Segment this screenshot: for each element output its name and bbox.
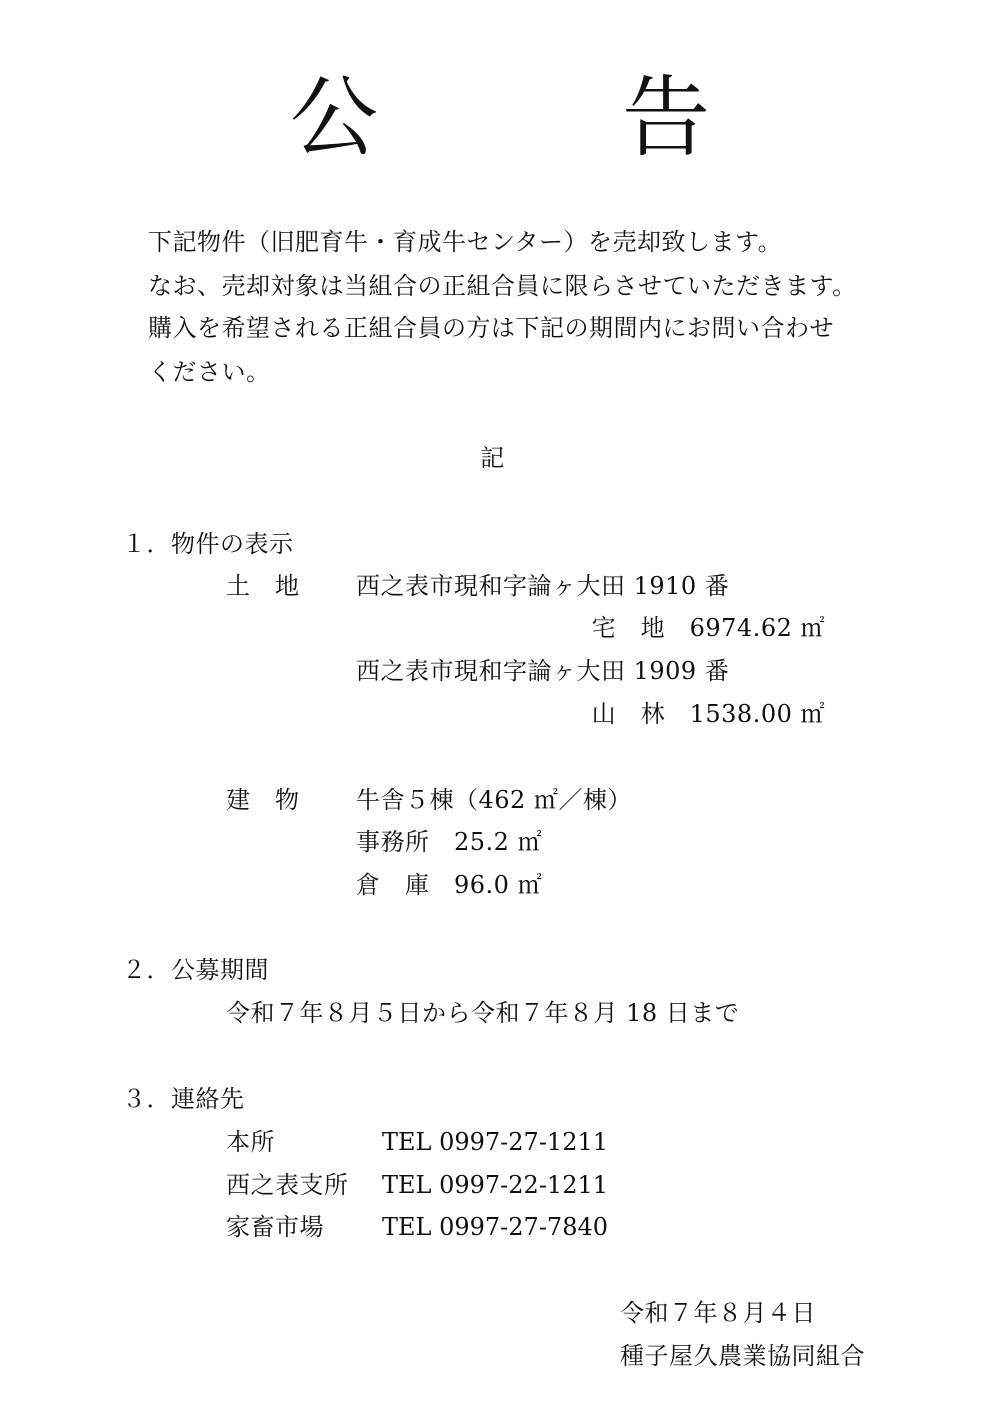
section-2-heading: ２．公募期間 — [122, 956, 269, 984]
section-3-heading: ３．連絡先 — [122, 1085, 245, 1113]
issue-date: 令和７年８月４日 — [620, 1299, 816, 1327]
contact-name: 家畜市場 — [226, 1213, 324, 1241]
intro-line-2: なお、売却対象は当組合の正組合員に限らさせていただきます。 — [148, 272, 857, 300]
contact-name: 西之表支所 — [226, 1171, 349, 1199]
building-label: 建 物 — [226, 786, 300, 814]
contact-tel: TEL 0997-27-1211 — [382, 1128, 609, 1156]
contact-tel: TEL 0997-27-7840 — [382, 1213, 609, 1241]
page-title: 公 告 — [289, 66, 788, 169]
building-item-1: 牛舎５棟（462 ㎡／棟） — [356, 786, 632, 814]
ki-heading: 記 — [480, 444, 505, 472]
contact-name: 本所 — [226, 1128, 275, 1156]
building-item-3: 倉 庫 96.0 ㎡ — [356, 871, 543, 899]
contact-tel: TEL 0997-22-1211 — [382, 1171, 609, 1199]
section-1-heading: １．物件の表示 — [122, 530, 294, 558]
application-period: 令和７年８月５日から令和７年８月 18 日まで — [226, 999, 740, 1027]
building-item-2: 事務所 25.2 ㎡ — [356, 828, 543, 856]
land-label: 土 地 — [226, 572, 300, 600]
land-parcel-2-detail: 山 林 1538.00 ㎡ — [591, 700, 825, 728]
intro-line-4: ください。 — [148, 358, 271, 386]
intro-line-1: 下記物件（旧肥育牛・育成牛センター）を売却致します。 — [148, 228, 783, 256]
land-parcel-1-address: 西之表市現和字論ヶ大田 1910 番 — [356, 572, 730, 600]
intro-line-3: 購入を希望される正組合員の方は下記の期間内にお問い合わせ — [148, 314, 834, 342]
land-parcel-2-address: 西之表市現和字論ヶ大田 1909 番 — [356, 657, 730, 685]
issuing-organization: 種子屋久農業協同組合 — [620, 1342, 865, 1370]
land-parcel-1-detail: 宅 地 6974.62 ㎡ — [591, 614, 825, 642]
